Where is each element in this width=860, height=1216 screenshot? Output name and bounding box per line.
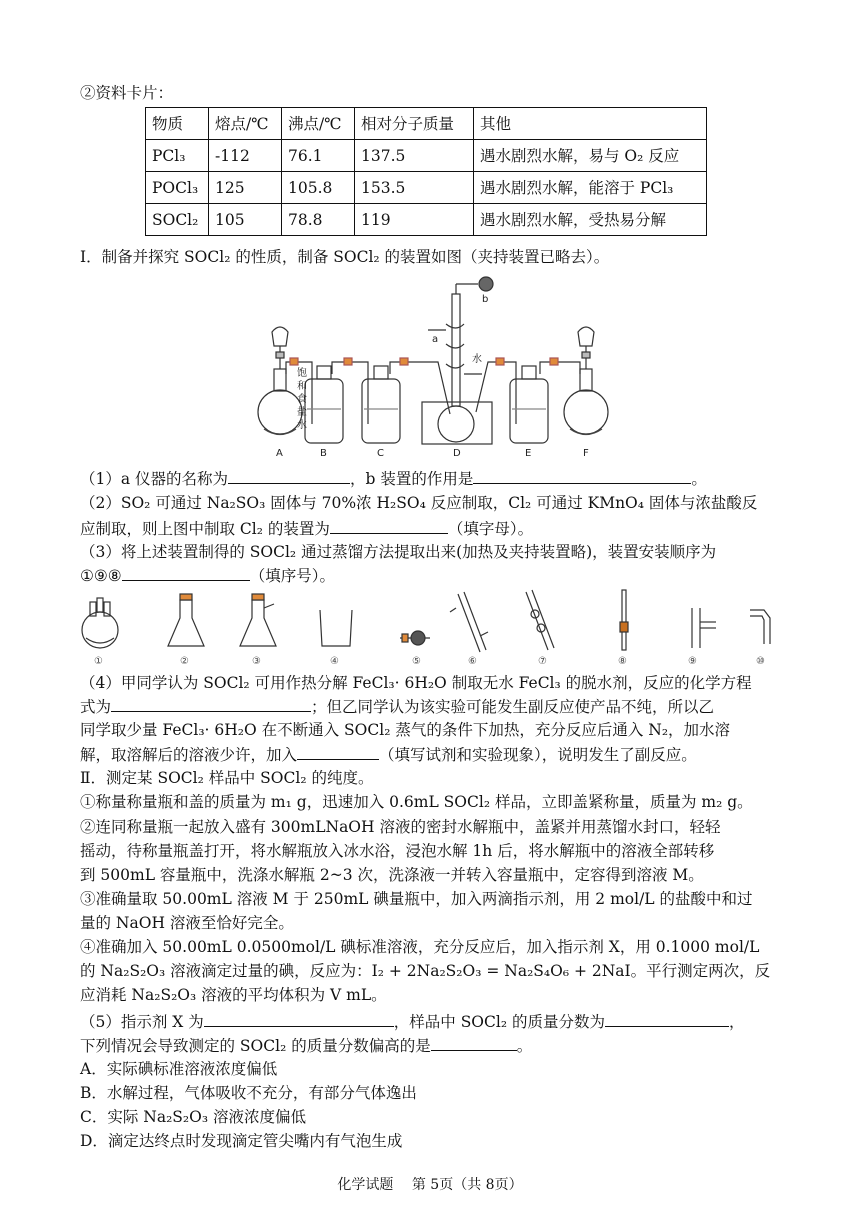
table-cell: 76.1 bbox=[282, 140, 355, 172]
label-drying-tube-b: b bbox=[482, 294, 489, 305]
table-row bbox=[146, 172, 707, 204]
svg-text:盐: 盐 bbox=[297, 407, 307, 418]
glassware-label: ⑨ bbox=[688, 656, 697, 667]
question-5-line2: 下列情况会导致测定的 SOCl₂ 的质量分数偏高的是 。 bbox=[80, 1034, 532, 1057]
part1-title: Ⅰ．制备并探究 SOCl₂ 的性质，制备 SOCl₂ 的装置如图（夹持装置已略去）。 bbox=[80, 248, 610, 266]
answer-blank bbox=[431, 1034, 517, 1051]
thermometer-icon bbox=[620, 590, 628, 650]
answer-blank bbox=[473, 467, 691, 484]
svg-text:和: 和 bbox=[297, 381, 307, 392]
step-3-line1: ③准确量取 50.00mL 溶液 M 于 250mL 碘量瓶中，加入两滴指示剂，用 2 mol/L 的盐酸中和过 bbox=[80, 890, 753, 908]
question-4-line2: 式为 ；但乙同学认为该实验可能发生副反应使产品不纯，所以乙 bbox=[80, 695, 714, 718]
question-4-line1: （4）甲同学认为 SOCl₂ 可用作热分解 FeCl₃· 6H₂O 制取无水 FeCl₃ 的脱水剂，反应的化学方程 bbox=[80, 674, 752, 692]
svg-text:食: 食 bbox=[297, 394, 307, 405]
table-cell: 78.8 bbox=[282, 204, 355, 236]
label-b: B bbox=[320, 448, 327, 459]
glassware-label: ⑦ bbox=[538, 656, 547, 667]
question-4-line4: 解，取溶解后的溶液少许，加入 （填写试剂和实验现象），说明发生了副反应。 bbox=[80, 743, 697, 766]
table-cell: -112 bbox=[209, 140, 282, 172]
table-cell: PCl₃ bbox=[146, 140, 209, 172]
question-5-line1: （5）指示剂 X 为 ，样品中 SOCl₂ 的质量分数为 ， bbox=[80, 1010, 745, 1033]
drying-tube-icon bbox=[400, 631, 430, 645]
step-2-line3: 到 500mL 容量瓶中，洗涤水解瓶 2~3 次，洗涤液一并转入容量瓶中，定容得到溶液 M。 bbox=[80, 866, 704, 884]
conical-flask-icon bbox=[168, 594, 204, 646]
glassware-label: ⑩ bbox=[756, 656, 765, 667]
option-c: C．实际 Na₂S₂O₃ 溶液浓度偏低 bbox=[80, 1108, 306, 1126]
question-3-line2: ①⑨⑧ （填序号）。 bbox=[80, 564, 335, 587]
label-a: A bbox=[276, 448, 283, 459]
question-1: （1）a 仪器的名称为 ，b 装置的作用是 。 bbox=[80, 467, 707, 490]
data-table bbox=[145, 107, 707, 236]
answer-blank bbox=[330, 517, 448, 534]
answer-blank bbox=[297, 743, 379, 760]
table-row bbox=[146, 140, 707, 172]
table-row bbox=[146, 204, 707, 236]
adapter-icon bbox=[750, 610, 770, 644]
step-2-line1: ②连同称量瓶一起放入盛有 300mLNaOH 溶液的密封水解瓶中，盖紧并用蒸馏水封口，轻轻 bbox=[80, 818, 721, 836]
page-footer: 化学试题 第 5页（共 8页） bbox=[337, 1177, 523, 1193]
label-e: E bbox=[525, 448, 532, 459]
option-d: D．滴定达终点时发现滴定管尖嘴内有气泡生成 bbox=[80, 1132, 403, 1150]
step-4-line3: 应消耗 Na₂S₂O₃ 溶液的平均体积为 V mL。 bbox=[80, 986, 387, 1004]
step-4-line1: ④准确加入 50.00mL 0.0500mol/L 碘标准溶液，充分反应后，加入指示剂 X，用 0.1000 mol/L bbox=[80, 938, 760, 956]
distillation-head-icon bbox=[692, 608, 716, 648]
step-4-line2: 的 Na₂S₂O₃ 溶液滴定过量的碘，反应为：I₂ + 2Na₂S₂O₃ = Na₂S₄O₆ + 2NaI。平行测定两次，反 bbox=[80, 962, 771, 980]
table-header: 物质 bbox=[146, 108, 209, 140]
answer-blank bbox=[122, 564, 250, 581]
question-2-line2: 应制取，则上图中制取 Cl₂ 的装置为 （填字母）。 bbox=[80, 517, 533, 540]
table-cell: 153.5 bbox=[355, 172, 474, 204]
label-f: F bbox=[583, 448, 589, 459]
table-cell: 137.5 bbox=[355, 140, 474, 172]
apparatus-diagram bbox=[250, 274, 620, 464]
glassware-label: ⑥ bbox=[468, 656, 477, 667]
step-2-line2: 摇动，待称量瓶盖打开，将水解瓶放入冰水浴，浸泡水解 1h 后，将水解瓶中的溶液全部转移 bbox=[80, 842, 715, 860]
table-header: 相对分子质量 bbox=[355, 108, 474, 140]
label-condenser-a: a bbox=[432, 334, 439, 345]
label-d: D bbox=[453, 448, 461, 459]
step-1: ①称量称量瓶和盖的质量为 m₁ g，迅速加入 0.6mL SOCl₂ 样品，立即盖紧称量，质量为 m₂ g。 bbox=[80, 793, 753, 811]
svg-text:饱: 饱 bbox=[297, 368, 307, 379]
svg-text:水: 水 bbox=[297, 420, 307, 431]
label-water: 水 bbox=[472, 354, 482, 365]
table-header: 沸点/℃ bbox=[282, 108, 355, 140]
table-header: 其他 bbox=[474, 108, 707, 140]
glassware-label: ② bbox=[180, 656, 189, 667]
table-cell: SOCl₂ bbox=[146, 204, 209, 236]
table-header-row bbox=[146, 108, 707, 140]
glassware-row bbox=[80, 588, 780, 668]
label-brine bbox=[297, 366, 307, 431]
flask-f-icon bbox=[564, 327, 608, 435]
table-header: 熔点/℃ bbox=[209, 108, 282, 140]
question-4-line3: 同学取少量 FeCl₃· 6H₂O 在不断通入 SOCl₂ 蒸气的条件下加热，充分反应后通入 N₂，加水溶 bbox=[80, 721, 731, 739]
table-cell: 遇水剧烈水解，受热易分解 bbox=[474, 204, 707, 236]
table-cell: 125 bbox=[209, 172, 282, 204]
part2-title: Ⅱ．测定某 SOCl₂ 样品中 SOCl₂ 的纯度。 bbox=[80, 769, 374, 787]
table-cell: POCl₃ bbox=[146, 172, 209, 204]
label-c: C bbox=[377, 448, 384, 459]
glassware-label: ① bbox=[94, 656, 103, 667]
glassware-label: ⑧ bbox=[618, 656, 627, 667]
conical-flask-side-arm-icon bbox=[240, 594, 276, 646]
answer-blank bbox=[228, 467, 350, 484]
question-3-line1: （3）将上述装置制得的 SOCl₂ 通过蒸馏方法提取出来(加热及夹持装置略)，装置安装顺序为 bbox=[80, 543, 717, 561]
flask-a-icon bbox=[258, 327, 302, 435]
glassware-label: ③ bbox=[252, 656, 261, 667]
answer-blank bbox=[204, 1010, 394, 1027]
glassware-label: ④ bbox=[330, 656, 339, 667]
beaker-icon bbox=[320, 610, 352, 646]
table-cell: 119 bbox=[355, 204, 474, 236]
bulb-condenser-icon bbox=[526, 590, 554, 650]
question-2-line1: （2）SO₂ 可通过 Na₂SO₃ 固体与 70%浓 H₂SO₄ 反应制取，Cl₂ 可通过 KMnO₄ 固体与浓盐酸反 bbox=[80, 494, 758, 512]
table-cell: 遇水剧烈水解，能溶于 PCl₃ bbox=[474, 172, 707, 204]
answer-blank bbox=[111, 695, 311, 712]
three-neck-flask-icon bbox=[82, 598, 118, 648]
glassware-label: ⑤ bbox=[412, 656, 421, 667]
table-cell: 遇水剧烈水解，易与 O₂ 反应 bbox=[474, 140, 707, 172]
bottle-b-icon bbox=[305, 366, 343, 443]
card-title: ②资料卡片： bbox=[80, 84, 174, 102]
option-a: A．实际碘标准溶液浓度偏低 bbox=[80, 1060, 278, 1078]
option-b: B．水解过程，气体吸收不充分，有部分气体逸出 bbox=[80, 1084, 417, 1102]
step-3-line2: 量的 NaOH 溶液至恰好完全。 bbox=[80, 914, 294, 932]
straight-condenser-icon bbox=[450, 592, 488, 652]
table-cell: 105.8 bbox=[282, 172, 355, 204]
answer-blank bbox=[605, 1010, 729, 1027]
table-cell: 105 bbox=[209, 204, 282, 236]
